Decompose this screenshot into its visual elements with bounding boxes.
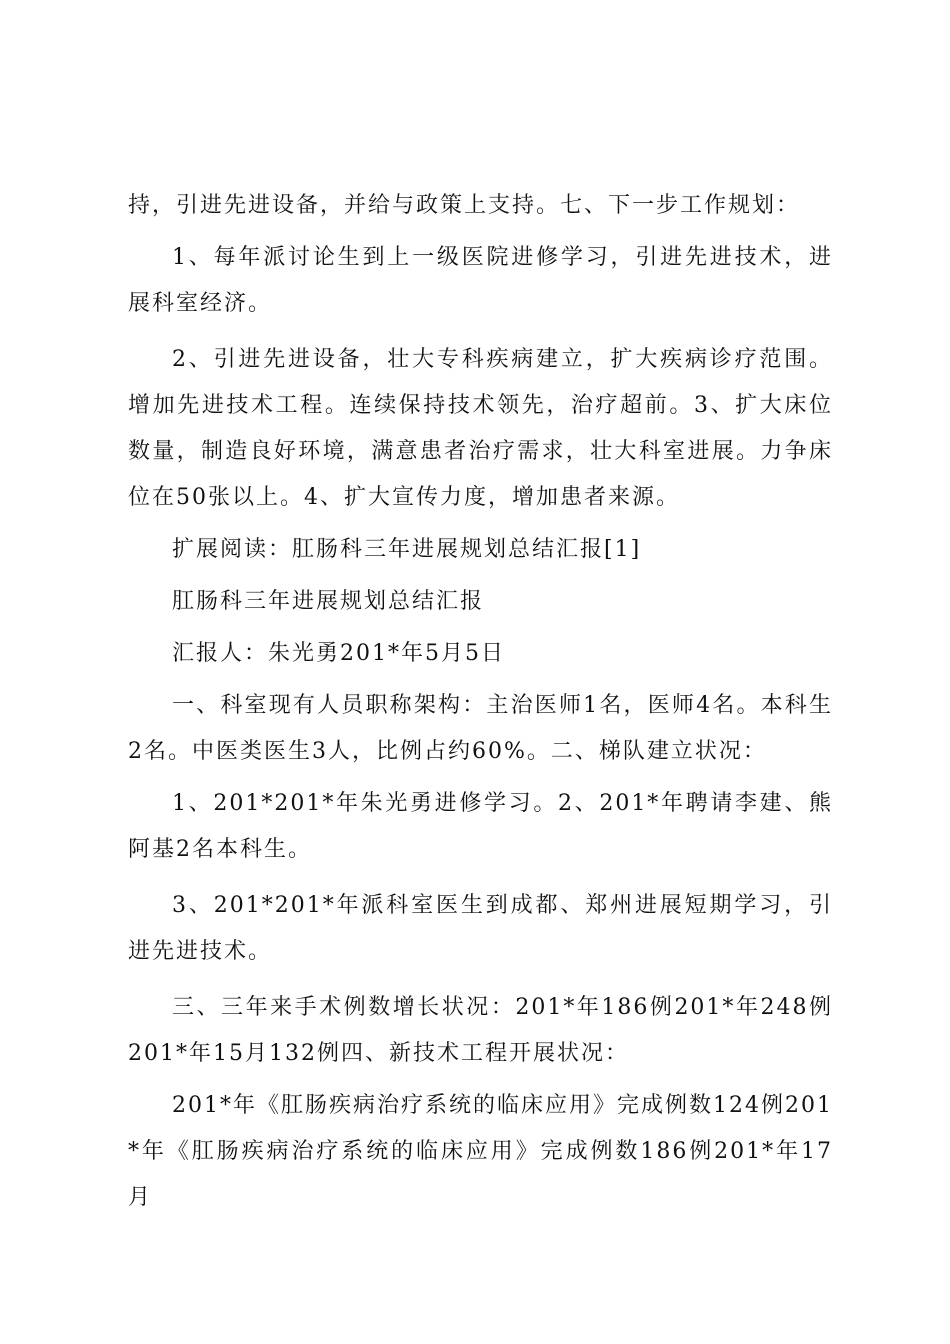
paragraph-new-technology: 201*年《肛肠疾病治疗系统的临床应用》完成例数124例201*年《肛肠疾病治疗系统的临床应用》完成例数186例201*年17月 — [128, 1093, 833, 1210]
paragraph-continuation: 持，引进先进设备，并给与政策上支持。七、下一步工作规划： — [128, 193, 801, 218]
paragraph-extended-reading: 扩展阅读：肛肠科三年进展规划总结汇报[1] — [172, 537, 642, 562]
paragraph-surgery-growth: 三、三年来手术例数增长状况：201*年186例201*年248例201*年15月132例四、新技术工程开展状况： — [128, 995, 833, 1066]
paragraph-plan-item-1: 1、每年派讨论生到上一级医院进修学习，引进先进技术，进展科室经济。 — [128, 245, 833, 316]
document-body — [128, 183, 833, 1221]
paragraph-staff-structure: 一、科室现有人员职称架构：主治医师1名，医师4名。本科生2名。中医类医生3人，比例占约60%。二、梯队建立状况： — [128, 693, 833, 764]
report-title: 肛肠科三年进展规划总结汇报 — [172, 589, 485, 614]
paragraph-plan-item-2-4: 2、引进先进设备，壮大专科疾病建立，扩大疾病诊疗范围。增加先进技术工程。连续保持技术领先，治疗超前。3、扩大床位数量，制造良好环境，满意患者治疗需求，壮大科室进展。力争床位在50张以上。4、扩大宣传力度，增加患者来源。 — [128, 347, 833, 510]
paragraph-team-building-3: 3、201*201*年派科室医生到成都、郑州进展短期学习，引进先进技术。 — [128, 893, 833, 964]
report-author-date: 汇报人：朱光勇201*年5月5日 — [172, 641, 505, 666]
paragraph-team-building-1-2: 1、201*201*年朱光勇进修学习。2、201*年聘请李建、熊阿基2名本科生。 — [128, 791, 833, 862]
